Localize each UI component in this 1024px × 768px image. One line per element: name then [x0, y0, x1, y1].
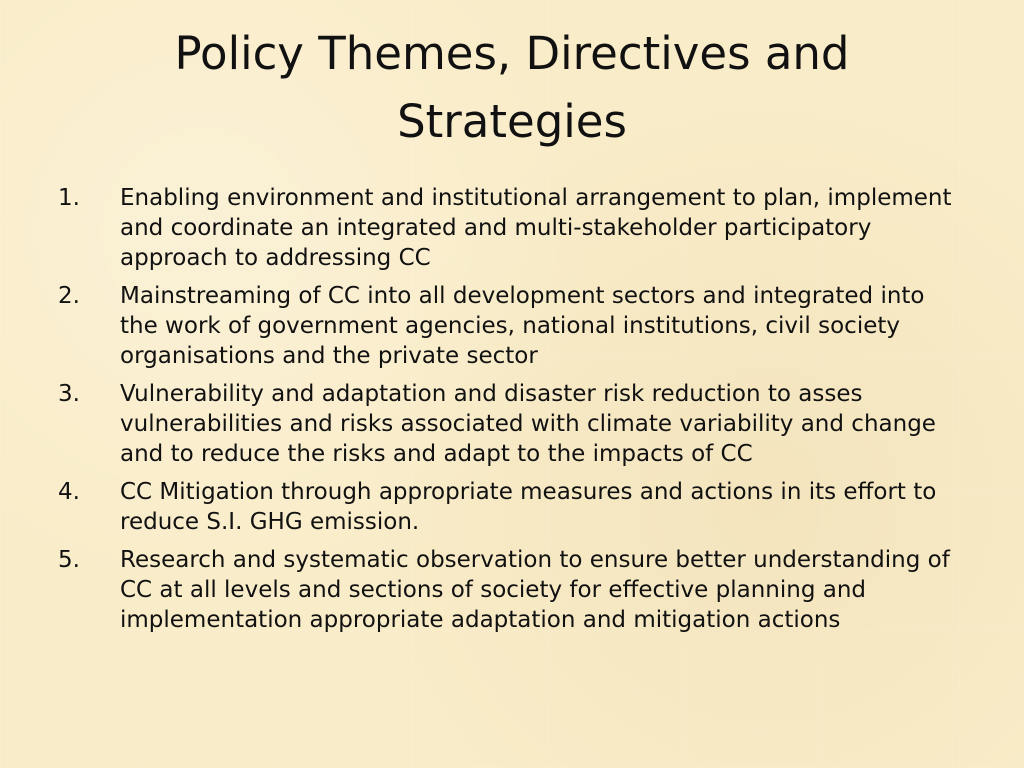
- list-item: [58, 183, 958, 273]
- item-text: Vulnerability and adaptation and disaster risk reduction to asses vulnerabilities and risks associated with climate variability and change and to reduce the risks and adapt to the impacts of CC: [120, 381, 936, 467]
- item-text: Enabling environment and institutional arrangement to plan, implement and coordinate an integrated and multi-stakeholder participatory approach to addressing CC: [120, 185, 952, 271]
- item-text: Mainstreaming of CC into all development sectors and integrated into the work of government agencies, national institutions, civil society organisations and the private sector: [120, 283, 925, 369]
- numbered-list: [58, 183, 958, 643]
- slide-title: Policy Themes, Directives and Strategies: [174, 27, 850, 148]
- list-item: [58, 477, 958, 537]
- item-text: Research and systematic observation to ensure better understanding of CC at all levels and sections of society for effective planning and implementation appropriate adaptation and mitigation actions: [120, 547, 950, 633]
- item-number: 1.: [58, 185, 80, 211]
- item-number: 2.: [58, 283, 80, 309]
- item-number: 5.: [58, 547, 80, 573]
- item-text: CC Mitigation through appropriate measures and actions in its effort to reduce S.I. GHG emission.: [120, 479, 937, 535]
- item-number: 3.: [58, 381, 80, 407]
- list-item: [58, 281, 958, 371]
- list-item: [58, 379, 958, 469]
- list-item: [58, 545, 958, 635]
- item-number: 4.: [58, 479, 80, 505]
